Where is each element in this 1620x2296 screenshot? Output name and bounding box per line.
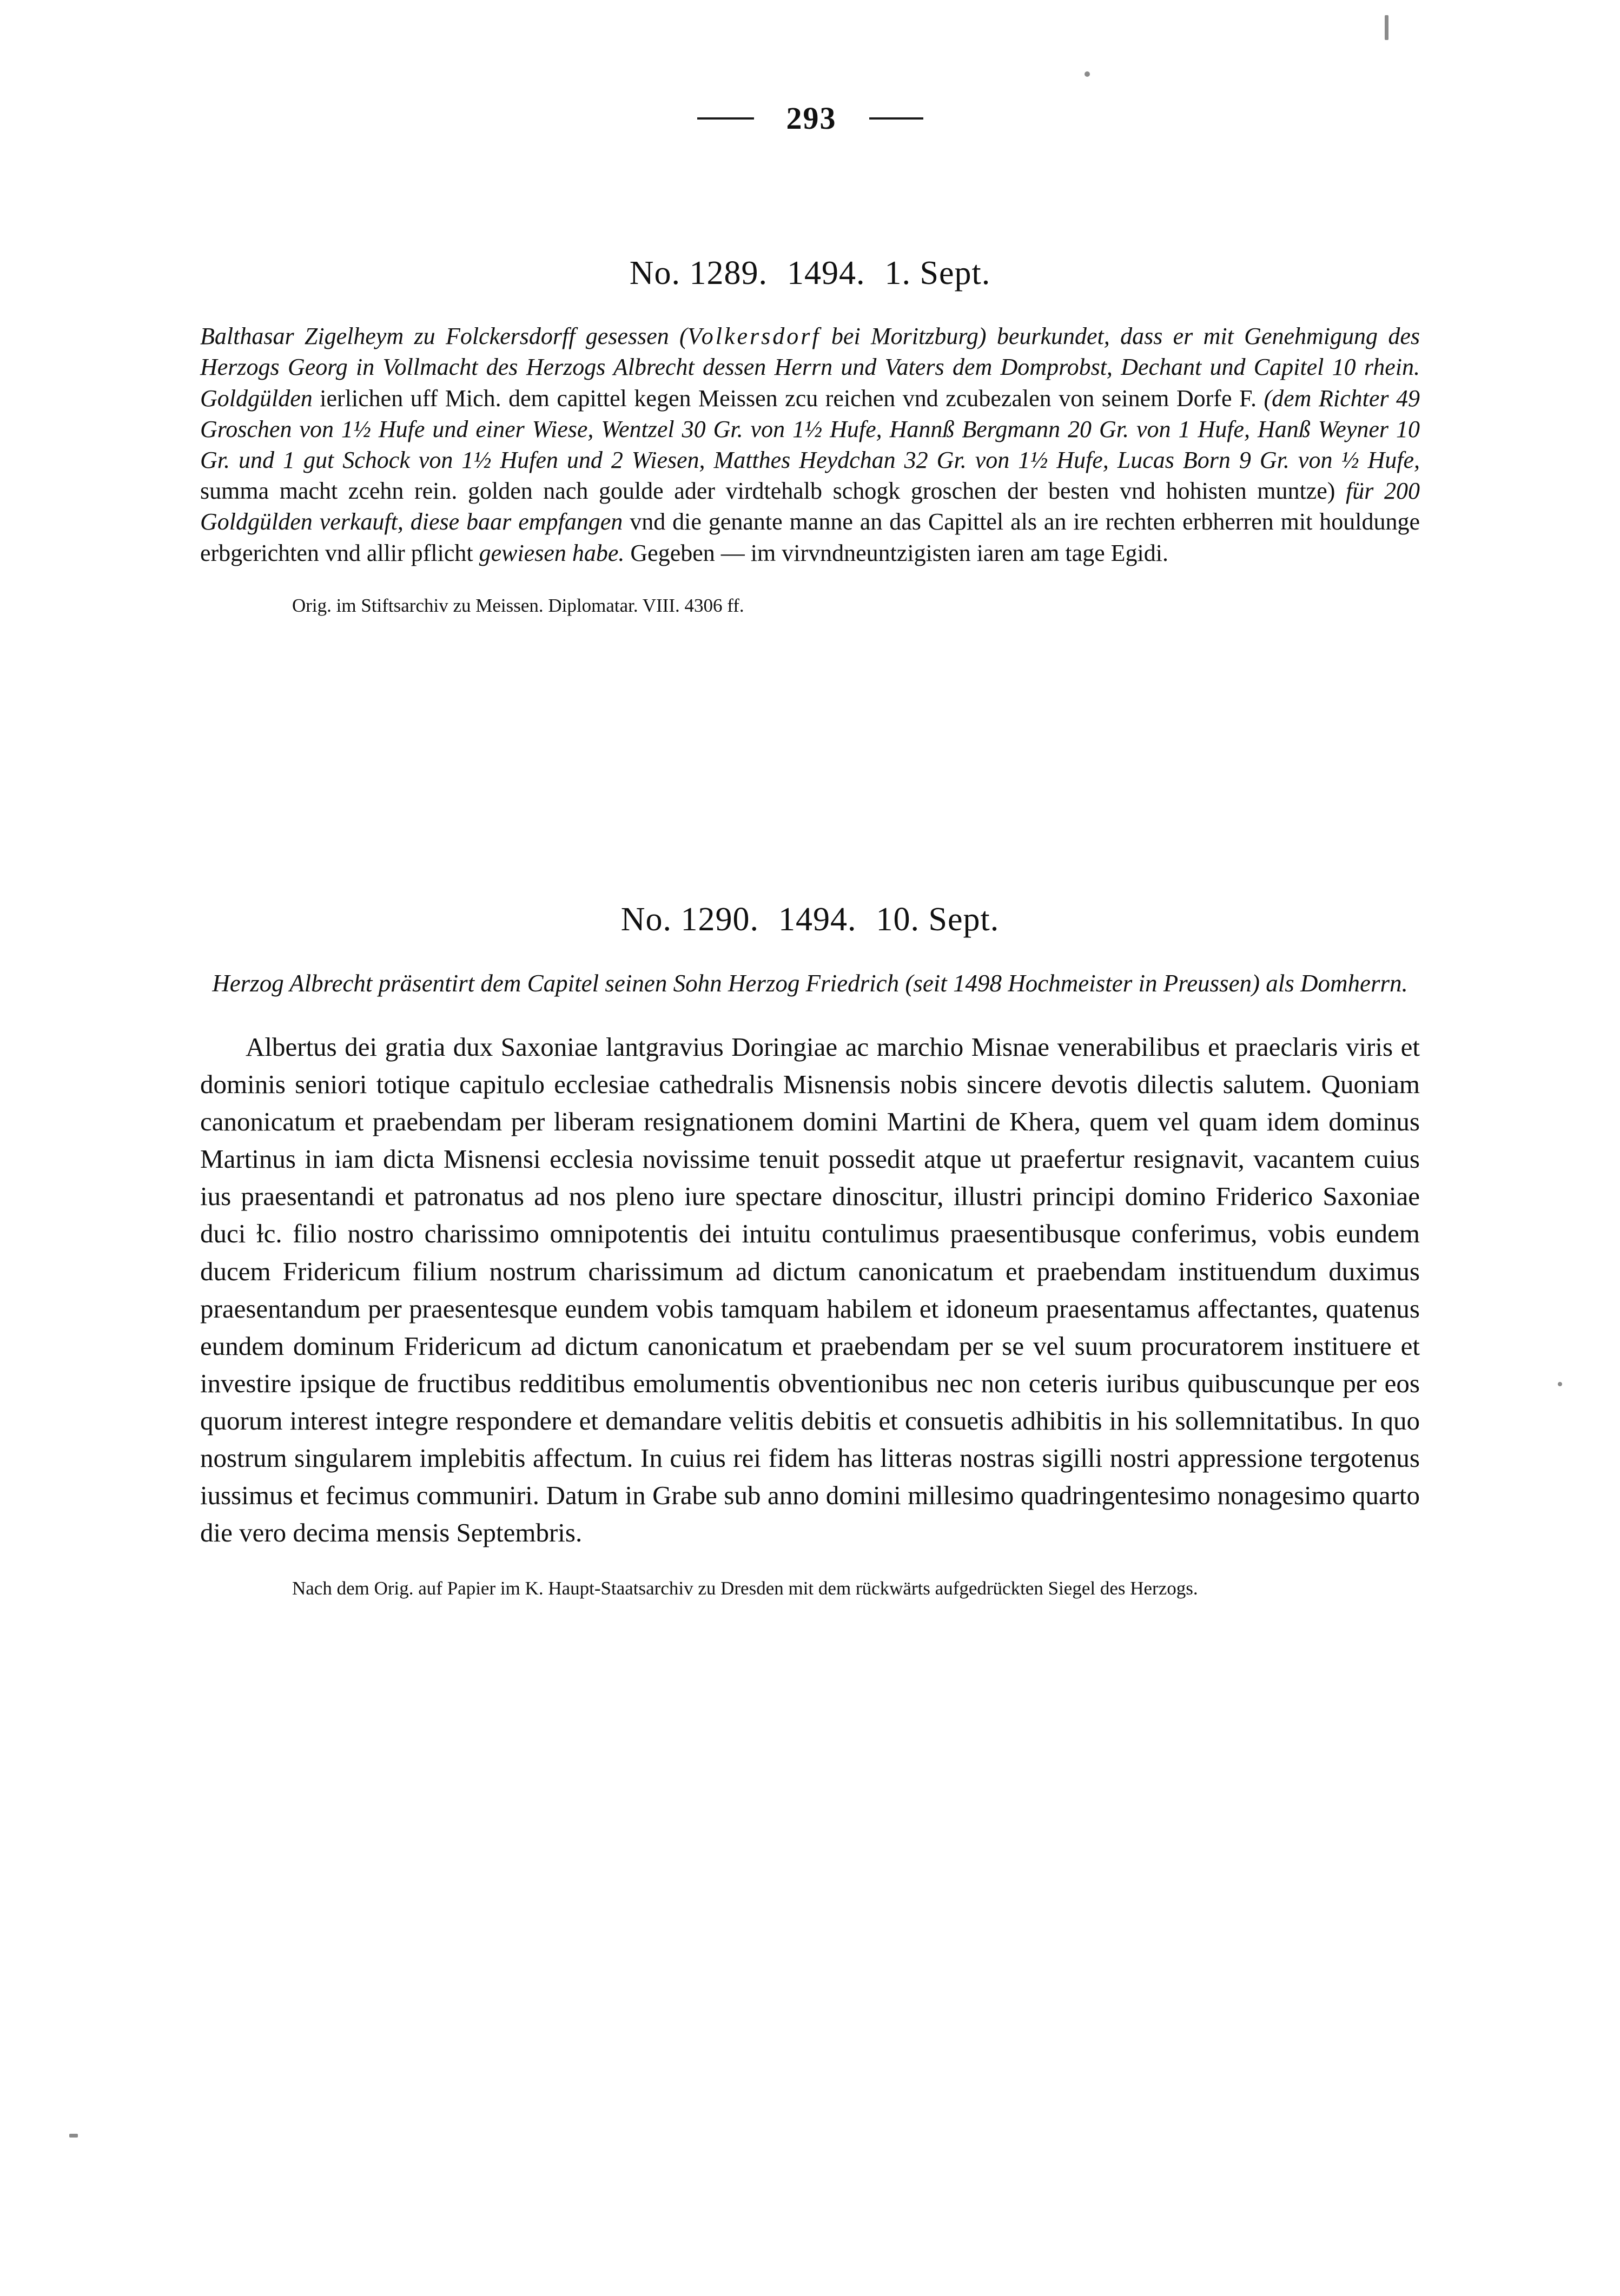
charter-entry-1290 bbox=[0, 901, 1620, 1603]
charter-number: No. 1289. bbox=[629, 255, 768, 292]
head-rule-left bbox=[697, 117, 754, 120]
charter-number: No. 1290. bbox=[620, 901, 759, 938]
charter-date: 1. Sept. bbox=[884, 255, 991, 292]
charter-regest-1289 bbox=[200, 321, 1420, 568]
charter-date: 10. Sept. bbox=[876, 901, 1000, 938]
regest-run-2: bei Moritzburg) beurkundet, dass er mit Genehmigung des Herzogs Georg in Vollmacht des Herzogs Albrecht dessen Herrn und Vaters dem Domprobst, Dechant und Capitel 10 rhein. Goldgülden bbox=[200, 323, 1420, 412]
charter-year: 1494. bbox=[778, 901, 857, 938]
regest-run-7: vnd die genante manne an das Capittel als an ire rechten erbherren mit houldunge erbgerichten vnd allir pflicht bbox=[200, 508, 1420, 566]
regest-run-5: summa macht zcehn rein. golden nach goulde ader virdtehalb schogk groschen der besten vnd hohisten muntze) bbox=[200, 478, 1346, 505]
source-note-1290: Nach dem Orig. auf Papier im K. Haupt-Staatsarchiv zu Dresden mit dem rückwärts aufgedrückten Siegel des Herzogs. bbox=[292, 1578, 1198, 1599]
head-rule-right bbox=[869, 117, 923, 120]
regest-run-1: Volkersdorf bbox=[687, 323, 821, 350]
scan-speck bbox=[1085, 71, 1090, 77]
running-head bbox=[0, 103, 1620, 134]
scan-speck bbox=[69, 2134, 78, 2138]
regest-run-3: ierlichen uff Mich. dem capittel kegen Meissen zcu reichen vnd zcubezalen von seinem Dorfe F. bbox=[320, 385, 1264, 412]
regest-run-6: für 200 Goldgülden verkauft, diese baar empfangen bbox=[200, 478, 1420, 535]
regest-run-8: gewiesen habe. bbox=[479, 539, 631, 566]
charter-heading-1290 bbox=[0, 901, 1620, 939]
page-number: 293 bbox=[786, 101, 837, 136]
source-note-1289: Orig. im Stiftsarchiv zu Meissen. Diplomatar. VIII. 4306 ff. bbox=[292, 594, 744, 616]
charter-entry-1289 bbox=[0, 254, 1620, 620]
charter-heading-1289 bbox=[0, 254, 1620, 293]
charter-subtitle-1290: Herzog Albrecht präsentirt dem Capitel seinen Sohn Herzog Friedrich (seit 1498 Hochmeister in Preussen) als Domherrn. bbox=[212, 970, 1408, 997]
charter-year: 1494. bbox=[787, 255, 865, 292]
regest-run-9: Gegeben — im virvndneuntzigisten iaren am tage Egidi. bbox=[630, 539, 1169, 566]
regest-run-4: (dem Richter 49 Groschen von 1½ Hufe und einer Wiese, Wentzel 30 Gr. von 1½ Hufe, Hannß Bergmann 20 Gr. von 1 Hufe, Hanß Weyner 10 Gr. und 1 gut Schock von 1½ Hufen und 2 Wiesen, Matthes Heydchan 32 Gr. von 1½ Hufe, Lucas Born 9 Gr. von ½ Hufe, bbox=[200, 385, 1420, 474]
regest-run-0: Balthasar Zigelheym zu Folckersdorff gesessen ( bbox=[200, 323, 687, 350]
scan-speck bbox=[1385, 15, 1388, 40]
charter-body-1290: Albertus dei gratia dux Saxoniae lantgravius Doringiae ac marchio Misnae venerabilibus et praeclaris viris et dominis seniori totique capitulo ecclesiae cathedralis Misnensis nobis sincere devotis dilectis salutem. Quoniam canonicatum et praebendam per liberam resignationem domini Martini de Khera, quem vel quam idem dominus Martinus in iam dicta Misnensi ecclesia novissime tenuit possedit atque ut praefertur resignavit, vacantem cuius ius praesentandi et patronatus ad nos pleno iure spectare dinoscitur, illustri principi domino Friderico Saxoniae duci ɫc. filio nostro charissimo omnipotentis dei intuitu contulimus praesentibusque conferimus, vobis eundem ducem Fridericum filium nostrum charissimum ad dictum canonicatum et praebendam instituendum duximus praesentandum per praesentesque eundem vobis tamquam habilem et idoneum praesentamus affectantes, quatenus eundem dominum Fridericum ad dictum canonicatum et praebendam per se vel suum procuratorem instituere et investire ipsique de fructibus redditibus emolumentis obventionibus nec non ceteris iuribus quibuscunque per eos quorum interest integre respondere et demandare velitis debitis et consuetis adhibitis in his sollemnitatibus. In quo nostrum singularem implebitis affectum. In cuius rei fidem has litteras nostras sigilli nostri appressione tergotenus iussimus et fecimus communiri. Datum in Grabe sub anno domini millesimo quadringentesimo nonagesimo quarto die vero decima mensis Septembris. bbox=[200, 1032, 1420, 1548]
